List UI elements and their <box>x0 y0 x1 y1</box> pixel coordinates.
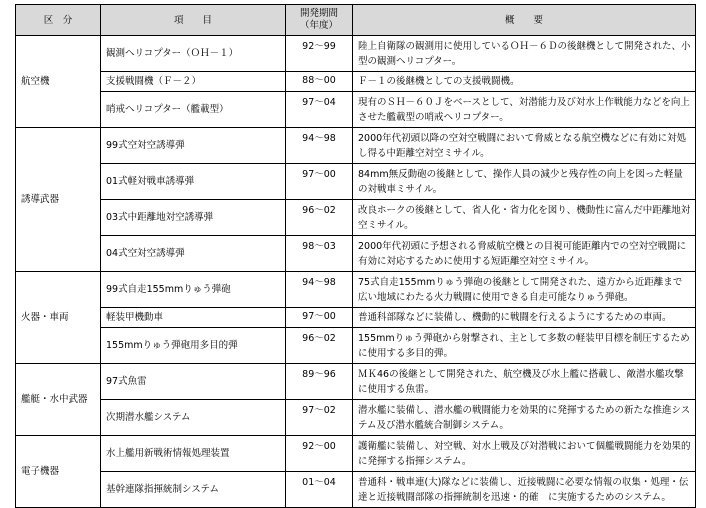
table-row <box>16 272 696 308</box>
header-period-line2: （年度） <box>299 20 338 31</box>
table-row <box>16 128 696 164</box>
table-row <box>16 36 696 72</box>
item-cell: 軽装甲機動車 <box>101 308 286 328</box>
development-table <box>15 4 696 508</box>
header-row <box>16 5 696 36</box>
period-cell: 88～00 <box>286 72 353 92</box>
table-row <box>16 400 696 436</box>
item-cell: 次期潜水艦システム <box>101 400 286 436</box>
header-summary: 概 要 <box>353 5 696 36</box>
summary-cell: 75式自走155mmりゅう弾砲の後継として開発された、遠方から近距離まで広い地域にわたる火力戦闘に使用できる自走可能なりゅう弾砲。 <box>353 272 696 308</box>
category-cell: 電子機器 <box>16 436 101 508</box>
category-cell: 航空機 <box>16 36 101 128</box>
table-row <box>16 236 696 272</box>
header-category: 区 分 <box>16 5 101 36</box>
summary-cell: 陸上自衛隊の観測用に使用しているＯＨ－６Ｄの後継機として開発された、小型の観測ヘリコプター。 <box>353 36 696 72</box>
item-cell: 03式中距離地対空誘導弾 <box>101 200 286 236</box>
summary-cell: 155mmりゅう弾砲から射撃され、主として多数の軽装甲目標を制圧するために使用する多目的弾。 <box>353 328 696 364</box>
period-cell: 97～00 <box>286 308 353 328</box>
summary-cell: 改良ホークの後継として、省人化・省力化を図り、機動性に富んだ中距離地対空ミサイル。 <box>353 200 696 236</box>
table-row <box>16 92 696 128</box>
item-cell: 01式軽対戦車誘導弾 <box>101 164 286 200</box>
period-cell: 97～04 <box>286 92 353 128</box>
category-cell: 火器・車両 <box>16 272 101 364</box>
item-cell: 99式自走155mmりゅう弾砲 <box>101 272 286 308</box>
summary-cell: 護衛艦に装備し、対空戦、対水上戦及び対潜戦において個艦戦闘能力を効果的に発揮する指揮システム。 <box>353 436 696 472</box>
period-cell: 94～98 <box>286 128 353 164</box>
header-period-line1: 開発期間 <box>299 8 338 19</box>
period-cell: 94～98 <box>286 272 353 308</box>
item-cell: 04式空対空誘導弾 <box>101 236 286 272</box>
period-cell: 92～99 <box>286 36 353 72</box>
period-cell: 96～02 <box>286 200 353 236</box>
item-cell: 155mmりゅう弾砲用多目的弾 <box>101 328 286 364</box>
period-cell: 96～02 <box>286 328 353 364</box>
table-row <box>16 436 696 472</box>
summary-cell: 普通科・戦車連(大)隊などに装備し、近接戦闘に必要な情報の収集・処理・伝達と近接戦闘部隊の指揮統制を迅速・的確 に実施するためのシステム。 <box>353 472 696 508</box>
period-cell: 92～00 <box>286 436 353 472</box>
summary-cell: 84mm無反動砲の後継として、操作人員の減少と残存性の向上を図った軽量の対戦車ミサイル。 <box>353 164 696 200</box>
summary-cell: 潜水艦に装備し、潜水艦の戦闘能力を効果的に発揮するための新たな推進システム及び潜水艦統合制御システム。 <box>353 400 696 436</box>
summary-cell: Ｆ－１の後継機としての支援戦闘機。 <box>353 72 696 92</box>
summary-cell: 2000年代初頭に予想される脅威航空機との目視可能距離内での空対空戦闘に有効に対応するために使用する短距離空対空ミサイル。 <box>353 236 696 272</box>
summary-cell: 普通科部隊などに装備し、機動的に戦闘を行えるようにするための車両。 <box>353 308 696 328</box>
item-cell: 基幹連隊指揮統制システム <box>101 472 286 508</box>
item-cell: 哨戒ヘリコプター（艦載型） <box>101 92 286 128</box>
table-row <box>16 200 696 236</box>
summary-cell: ＭＫ46の後継として開発された、航空機及び水上艦に搭載し、敵潜水艦攻撃に使用する魚雷。 <box>353 364 696 400</box>
table-row <box>16 164 696 200</box>
period-cell: 97～00 <box>286 164 353 200</box>
table-row <box>16 72 696 92</box>
table-row <box>16 308 696 328</box>
category-cell: 誘導武器 <box>16 128 101 272</box>
item-cell: 97式魚雷 <box>101 364 286 400</box>
period-cell: 01～04 <box>286 472 353 508</box>
table-row <box>16 328 696 364</box>
table-row <box>16 472 696 508</box>
category-cell: 艦艇・水中武器 <box>16 364 101 436</box>
period-cell: 98～03 <box>286 236 353 272</box>
summary-cell: 現有のＳＨ－６０Ｊをベースとして、対潜能力及び対水上作戦能力などを向上させた艦載型の哨戒ヘリコプター。 <box>353 92 696 128</box>
item-cell: 水上艦用新戦術情報処理装置 <box>101 436 286 472</box>
item-cell: 支援戦闘機（Ｆ－２） <box>101 72 286 92</box>
header-period <box>286 5 353 36</box>
period-cell: 89～96 <box>286 364 353 400</box>
header-item: 項 目 <box>101 5 286 36</box>
item-cell: 99式空対空誘導弾 <box>101 128 286 164</box>
table-row <box>16 364 696 400</box>
period-cell: 97～02 <box>286 400 353 436</box>
item-cell: 観測ヘリコプター（ＯＨ－１） <box>101 36 286 72</box>
summary-cell: 2000年代初頭以降の空対空戦闘において脅威となる航空機などに有効に対処し得る中距離空対空ミサイル。 <box>353 128 696 164</box>
